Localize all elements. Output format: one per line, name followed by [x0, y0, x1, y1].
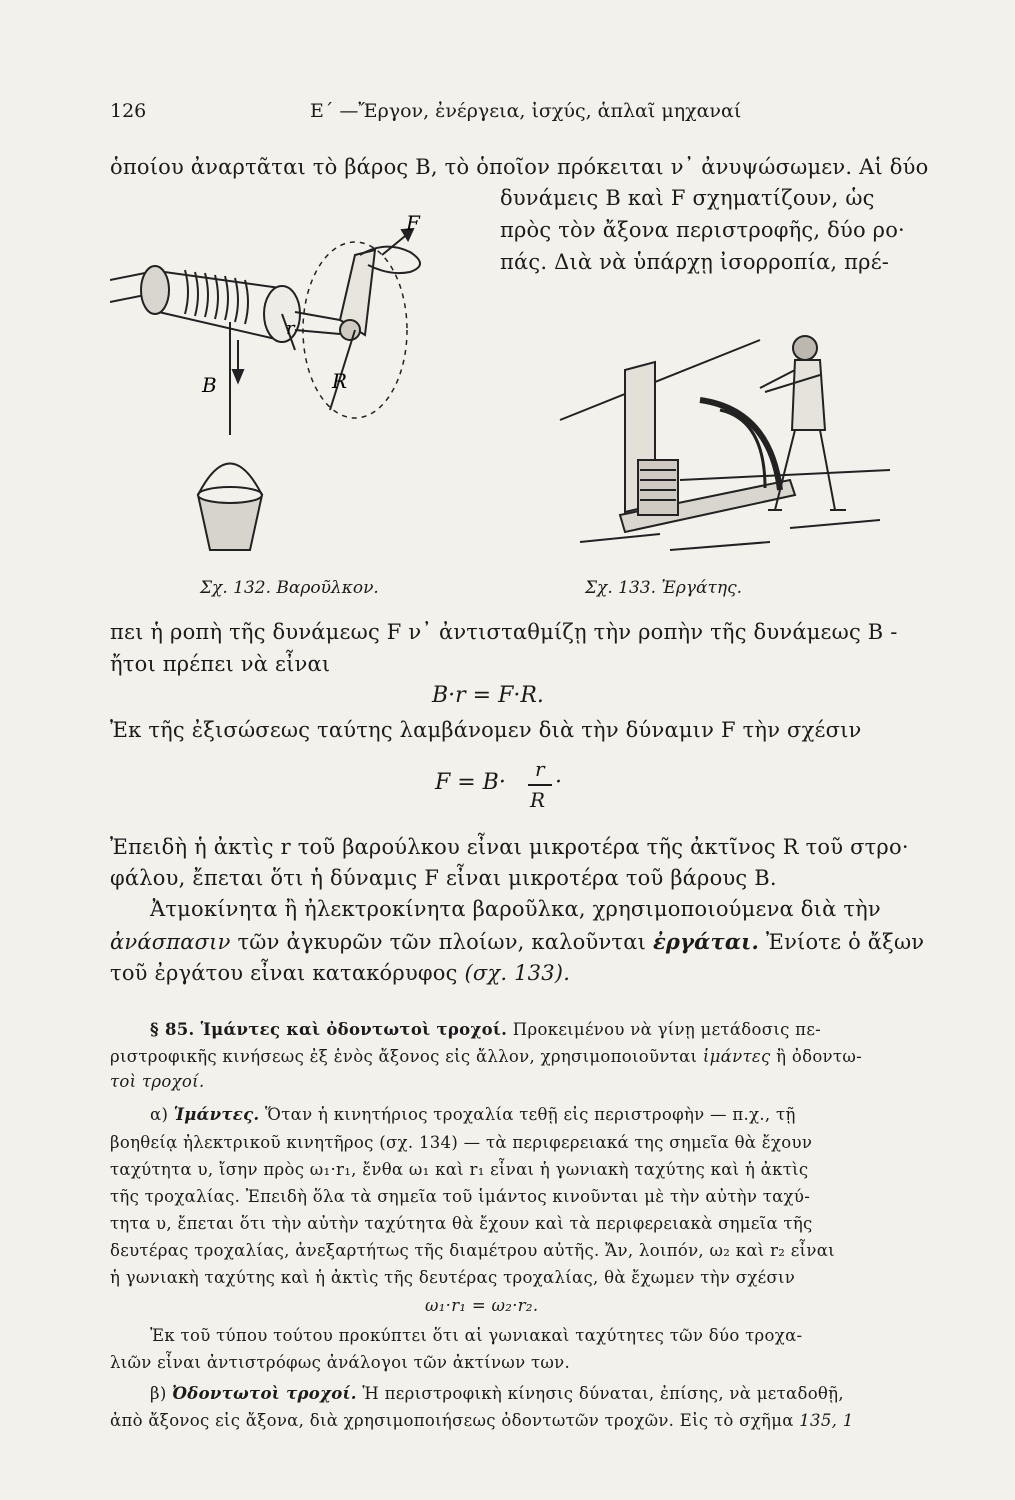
section-85-s1: Προκειμένου νὰ γίνῃ μετάδοσις πε- — [512, 1020, 822, 1039]
capstan-figure — [520, 320, 900, 565]
intro-line-3: πρὸς τὸν ἄξονα περιστροφῆς, δύο ρο· — [500, 218, 905, 242]
body-line-2: ἤτοι πρέπει νὰ εἶναι — [110, 652, 331, 676]
intro-line-2: δυνάμεις B καὶ F σχηματίζουν, ὡς — [500, 186, 875, 210]
caption-fig-133: Σχ. 133. Ἐργάτης. — [585, 578, 743, 598]
body-line-1: πει ἡ ροπὴ τῆς δυνάμεως F ν᾿ ἀντισταθμίζῃ τὴν ροπὴν τῆς δυνάμεως B - — [110, 620, 898, 644]
body-line-8 — [110, 961, 570, 985]
intro-line-4: πάς. Διὰ νὰ ὑπάρχῃ ἰσορροπία, πρέ- — [500, 250, 890, 274]
subsection-a-line-9: λιῶν εἶναι ἀντιστρόφως ἀνάλογοι τῶν ἀκτίνων των. — [110, 1353, 570, 1372]
section-85-s2: ριστροφικῆς κινήσεως ἐξ ἑνὸς ἄξονος εἰς ἄλλον, χρησιμοποιοῦνται — [110, 1047, 698, 1066]
figure-reference-135: 135, 1 — [799, 1411, 854, 1430]
section-85-line-1 — [150, 1020, 821, 1039]
equation-fraction-denominator: R — [530, 788, 546, 812]
subsection-b-label: β) — [150, 1384, 167, 1403]
term-ergatai: ἐργάται. — [652, 929, 760, 954]
body-line-5: φάλου, ἔπεται ὅτι ἡ δύναμις F εἶναι μικροτέρα τοῦ βάρους B. — [110, 866, 777, 890]
equation-fraction-numerator: r — [535, 757, 545, 781]
subsection-a-label: α) — [150, 1105, 169, 1124]
body-line-8-text: τοῦ ἐργάτου εἶναι κατακόρυφος — [110, 961, 458, 985]
subsection-b-text-1: Ἡ περιστροφικὴ κίνησις δύναται, ἐπίσης, νὰ μεταδοθῇ, — [362, 1384, 844, 1403]
windlass-figure — [110, 210, 470, 570]
label-radius-R: R — [332, 369, 348, 393]
section-85-s2-tail: ἢ ὀδοντω- — [776, 1047, 862, 1066]
section-85-line-2 — [110, 1047, 862, 1066]
label-weight-B: B — [202, 373, 217, 397]
term-imantes: ἱμάντες — [702, 1047, 771, 1066]
term-anaspasin: ἀνάσπασιν — [110, 930, 231, 954]
subsection-a-line-2: βοηθείᾳ ἠλεκτρικοῦ κινητῆρος (σχ. 134) — τὰ περιφερειακά της σημεῖα θὰ ἔχουν — [110, 1133, 813, 1152]
subsection-a-heading: Ἱμάντες. — [173, 1105, 260, 1124]
equation-force-end: · — [555, 770, 562, 795]
intro-line-1: ὁποίου ἀναρτᾶται τὸ βάρος B, τὸ ὁποῖον πρόκειται ν᾿ ἀνυψώσωμεν. Αἱ δύο — [110, 155, 929, 179]
body-line-7 — [110, 929, 924, 954]
equation-angular-velocity: ω₁·r₁ = ω₂·r₂. — [425, 1296, 539, 1315]
section-85-heading: § 85. Ἱμάντες καὶ ὀδοντωτοὶ τροχοί. — [150, 1020, 508, 1039]
subsection-a-line-6: δευτέρας τροχαλίας, ἀνεξαρτήτως τῆς διαμέτρου αὐτῆς. Ἄν, λοιπόν, ω₂ καὶ r₂ εἶναι — [110, 1241, 835, 1260]
body-line-6: Ἀτμοκίνητα ἢ ἠλεκτροκίνητα βαροῦλκα, χρησιμοποιούμενα διὰ τὴν — [150, 897, 881, 921]
figure-reference-133: (σχ. 133). — [464, 961, 571, 985]
fraction-bar — [528, 784, 552, 786]
subsection-a-line-1 — [150, 1105, 796, 1124]
subsection-b-heading: Ὀδοντωτοὶ τροχοί. — [172, 1384, 357, 1403]
equation-force-left: F = B· — [435, 770, 506, 795]
subsection-a-text-1: Ὅταν ἡ κινητήριος τροχαλία τεθῇ εἰς περιστροφὴν — π.χ., τῇ — [265, 1105, 796, 1124]
label-force-F: F — [406, 211, 420, 235]
subsection-a-line-4: τῆς τροχαλίας. Ἐπειδὴ ὅλα τὰ σημεῖα τοῦ ἱμάντος κινοῦνται μὲ τὴν αὐτὴν ταχύ- — [110, 1187, 811, 1206]
body-line-7-tail: Ἐνίοτε ὁ ἄξων — [765, 930, 925, 954]
subsection-a-line-5: τητα υ, ἔπεται ὅτι τὴν αὐτὴν ταχύτητα θὰ ἔχουν καὶ τὰ περιφερειακὰ σημεῖα τῆς — [110, 1214, 813, 1233]
body-line-7-text: τῶν ἀγκυρῶν τῶν πλοίων, καλοῦνται — [237, 930, 647, 954]
subsection-b-text-2: ἀπὸ ἄξονος εἰς ἄξονα, διὰ χρησιμοποιήσεως ὀδοντωτῶν τροχῶν. Εἰς τὸ σχῆμα — [110, 1411, 794, 1430]
running-title: Ε΄ —Ἔργον, ἐνέργεια, ἰσχύς, ἁπλαῖ μηχαναί — [310, 100, 742, 122]
subsection-b-line-2 — [110, 1411, 854, 1430]
equation-moment: B·r = F·R. — [432, 683, 544, 708]
label-radius-r: r — [286, 318, 295, 339]
subsection-b-line-1 — [150, 1384, 844, 1403]
body-line-3: Ἐκ τῆς ἐξισώσεως ταύτης λαμβάνομεν διὰ τὴν δύναμιν F τὴν σχέσιν — [110, 718, 862, 742]
subsection-a-line-8: Ἐκ τοῦ τύπου τούτου προκύπτει ὅτι αἱ γωνιακαὶ ταχύτητες τῶν δύο τροχα- — [150, 1326, 803, 1345]
body-line-4: Ἐπειδὴ ἡ ἀκτὶς r τοῦ βαρούλκου εἶναι μικροτέρα τῆς ἀκτῖνος R τοῦ στρο· — [110, 835, 909, 859]
caption-fig-132: Σχ. 132. Βαροῦλκον. — [200, 578, 379, 598]
subsection-a-line-3: ταχύτητα υ, ἴσην πρὸς ω₁·r₁, ἔνθα ω₁ καὶ r₁ εἶναι ἡ γωνιακὴ ταχύτης καὶ ἡ ἀκτὶς — [110, 1160, 809, 1179]
page-number: 126 — [110, 100, 147, 122]
subsection-a-line-7: ἡ γωνιακὴ ταχύτης καὶ ἡ ἀκτὶς τῆς δευτέρας τροχαλίας, θὰ ἔχωμεν τὴν σχέσιν — [110, 1268, 796, 1287]
section-85-line-3: τοὶ τροχοί. — [110, 1072, 205, 1091]
